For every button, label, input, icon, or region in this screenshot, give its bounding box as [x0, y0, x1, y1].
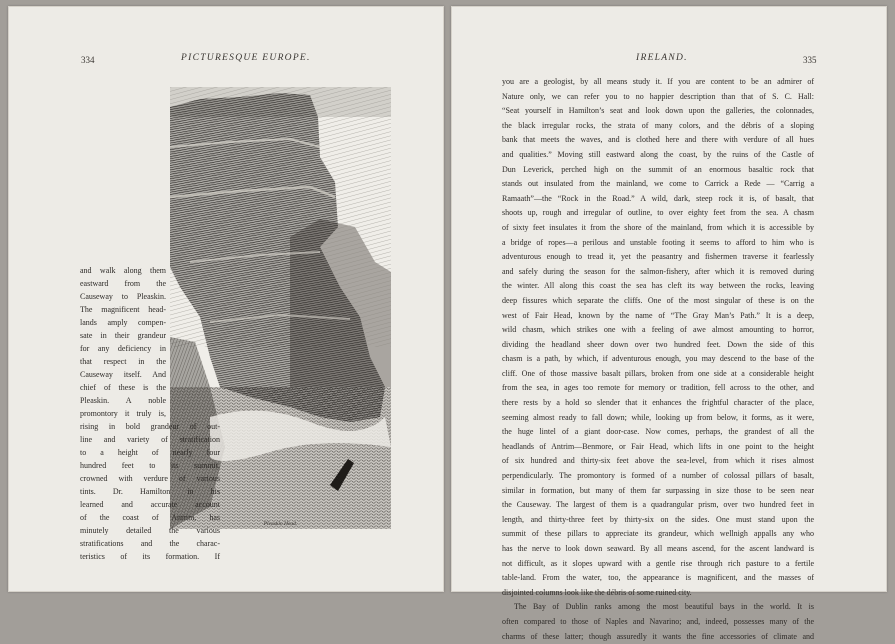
text-line: perpendicularly. The promontory is formed of a number of colossal pillars of basalt,	[502, 471, 814, 481]
text-line: that respect in the	[80, 357, 166, 366]
right-body-text	[502, 75, 814, 644]
left-column-text	[80, 264, 220, 563]
text-line: eastward from the	[80, 279, 166, 288]
text-line: tints. Dr. Hamilton in his	[80, 487, 220, 496]
text-line: deep fissures which separate the cliffs. One of the most singular of these is on the	[502, 295, 814, 305]
text-line: of sixty feet insulates it from the shore of the mainland, from which it is accessible by	[502, 222, 814, 232]
text-line: seeming almost ready to fall down; while, looking up from below, it forms, as it were,	[502, 412, 814, 422]
text-line: adventurous enough to tread it, yet the peasantry and fishermen traverse it fearlessly	[502, 252, 814, 262]
text-line: lands amply compen-	[80, 318, 166, 327]
text-line: disjointed columns look like the débris of some ruined city.	[502, 587, 692, 597]
text-line: summit of these pillars to appreciate its grandeur, which wellnigh appalls any who	[502, 529, 814, 539]
left-page	[8, 6, 444, 592]
text-line: Pleaskin. A noble	[80, 396, 166, 405]
page-number: 335	[803, 55, 817, 65]
text-line: similar in formation, but many of them far surpassing in size those to be seen near	[502, 485, 814, 495]
text-line: you are a geologist, by all means study it. If you are content to be an admirer of	[502, 77, 814, 86]
text-line: promontory it truly is,	[80, 409, 166, 418]
text-line: charms of these latter; though assuredly it wants the fine accessories of climate and	[502, 631, 814, 641]
text-line: chief of these is the	[80, 383, 166, 392]
text-line: chasm is a path, by which, if adventurous enough, you may descend to the base of the	[502, 354, 814, 364]
text-line: crowned with verdure of various	[80, 474, 220, 483]
text-line: rising in bold grandeur of out-	[80, 422, 220, 431]
text-line: bank that meets the waves, and is clothed here and there with verdure of all hues	[502, 135, 814, 145]
text-line: of the coast of Antrim, has	[80, 513, 220, 522]
text-line: teristics of its formation. If	[80, 552, 220, 561]
text-line: shoots up, rough and irregular of outline, to over eighty feet from the sea. A chasm	[502, 208, 814, 218]
text-line: stratifications and the charac-	[80, 539, 220, 548]
text-line: “Seat yourself in Hamilton’s seat and look down upon the galleries, the colonnades,	[502, 106, 814, 116]
text-line: The Bay of Dublin ranks among the most beautiful bays in the world. It is	[514, 602, 814, 612]
page-number: 334	[81, 55, 95, 65]
text-line: of six hundred and thirty-six feet above the sea-level, from which it rises almost	[502, 456, 814, 466]
running-head: IRELAND.	[636, 53, 688, 63]
text-line: minutely detailed the various	[80, 526, 220, 535]
text-line: the winter. All along this coast the sea has cleft its way between the rocks, leaving	[502, 281, 814, 291]
text-line: the huge lintel of a giant door-case. Now comes, perhaps, the grandest of all the	[502, 427, 814, 437]
text-line: hundred feet to its summit,	[80, 461, 220, 470]
text-line: there rests by a hold so slender that it enhances the frightful character of the place,	[502, 398, 814, 408]
text-line: and safely during the season for the salmon-fishery, after which it is removed during	[502, 266, 814, 276]
text-line: from the sea, in ages too remote for memory or tradition, fell across to the other, and	[502, 383, 814, 393]
running-head: PICTURESQUE EUROPE.	[181, 53, 311, 63]
text-line: length, and thirty-three feet by thirty-six on the sides. One must stand upon the	[502, 514, 814, 524]
text-line: not difficult, as it slopes upward with a gentle rise through rich pasture to a fertile	[502, 558, 814, 568]
text-line: the black irregular rocks, the strata of many colors, and the débris of a sloping	[502, 120, 814, 130]
text-line: for any deficiency in	[80, 344, 166, 353]
text-line: Nature only, we can refer you to no happier description than that of S. C. Hall:	[502, 91, 814, 101]
text-line: Causeway itself. And	[80, 370, 166, 379]
text-line: wild chasm, which strikes one with a feeling of awe almost amounting to horror,	[502, 325, 814, 335]
text-line: to a height of nearly four	[80, 448, 220, 457]
text-line: west of Fair Head, known by the name of “The Gray Man’s Path.” It is a deep,	[502, 310, 814, 320]
text-line: Causeway to Pleaskin.	[80, 292, 166, 301]
text-line: headlands of Antrim—Benmore, or Fair Head, which lifts in one point to the height	[502, 441, 814, 451]
text-line: Ramaath”—the “Rock in the Road.” A wild, dark, steep rock it is, of basalt, that	[502, 193, 814, 203]
text-line: the Causeway. The largest of them is a quadrangular prism, over two hundred feet in	[502, 500, 814, 510]
text-line: table-land. From the water, too, the appearance is magnificent, and the masses of	[502, 573, 814, 583]
right-page	[451, 6, 887, 641]
text-line: stands out insulated from the mainland, we come to Carrick a Rede — “Carrig a	[502, 179, 814, 189]
illustration-caption: Pleaskin Head.	[263, 521, 298, 527]
text-line: a bridge of ropes—a perilous and unstable footing it seems to afford to him who is	[502, 237, 814, 247]
text-line: has the nerve to look down seaward. By all means ascend, for the ascent landward is	[502, 544, 814, 553]
text-line: The magnificent head-	[80, 305, 166, 314]
text-line: learned and accurate account	[80, 500, 220, 509]
text-line: Dun Leverick, perched high on the summit of an enormous basaltic rock that	[502, 164, 814, 174]
text-line: line and variety of stratification	[80, 435, 220, 444]
text-line: often compared to those of Naples and Navarino; and, indeed, possesses many of the	[502, 616, 814, 626]
text-line: dividing the headland sheer down over two hundred feet. Down the side of this	[502, 339, 814, 349]
text-line: sate in their grandeur	[80, 331, 166, 340]
text-line: cliff. One of those massive basalt pillars, broken from one side at a considerable height	[502, 368, 814, 378]
text-line: and walk along them	[80, 266, 166, 275]
text-line: and qualities.” Moving still eastward along the coast, by the ruins of the Castle of	[502, 149, 814, 159]
